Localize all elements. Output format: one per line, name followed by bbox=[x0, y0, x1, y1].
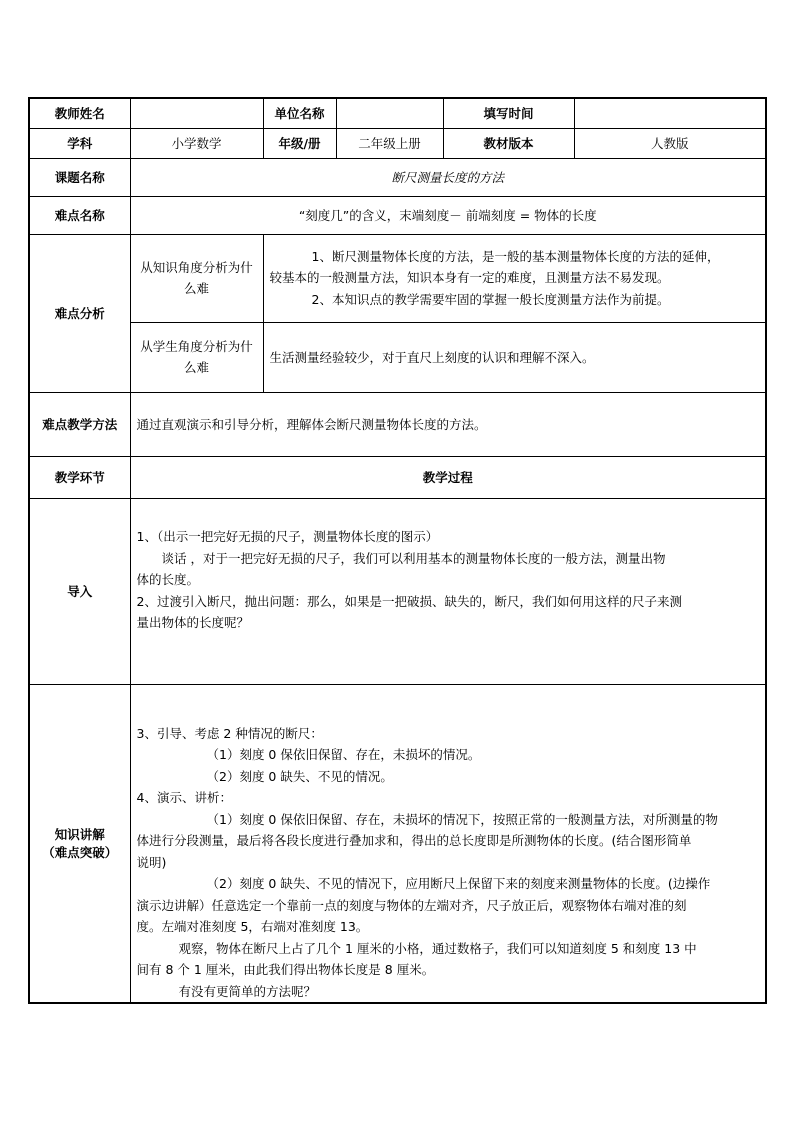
teacher-value bbox=[130, 98, 263, 128]
teacher-label: 教师姓名 bbox=[29, 98, 130, 128]
student-angle-label: 从学生角度分析为什么难 bbox=[130, 322, 263, 392]
knowledge-angle-label: 从知识角度分析为什么难 bbox=[130, 234, 263, 322]
intro-row bbox=[29, 498, 766, 684]
explain-line: 体进行分段测量，最后将各段长度进行叠加求和，得出的总长度即是所测物体的长度。(结合图形简单 bbox=[136, 833, 692, 848]
topic-value: 断尺测量长度的方法 bbox=[130, 158, 766, 196]
intro-line: 量出物体的长度呢？ bbox=[136, 615, 250, 631]
intro-line: 1、（出示一把完好无损的尺子，测量物体长度的图示） bbox=[136, 529, 439, 545]
analysis-row-knowledge bbox=[29, 234, 766, 322]
explain-line: 间有 8 个 1 厘米，由此我们得出物体长度是 8 厘米。 bbox=[136, 962, 435, 977]
intro-line: 谈话 ，对于一把完好无损的尺子，我们可以利用基本的测量物体长度的一般方法，测量出物 bbox=[161, 550, 666, 566]
topic-label: 课题名称 bbox=[29, 158, 130, 196]
knowledge-text-line: 较基本的一般测量方法，知识本身有一定的难度，且测量方法不易发现。 bbox=[269, 270, 670, 286]
explain-line: 有没有更简单的方法呢？ bbox=[178, 983, 317, 999]
explain-row bbox=[29, 684, 766, 1003]
knowledge-text-line: 1、断尺测量物体长度的方法，是一般的基本测量物体长度的方法的延伸， bbox=[311, 248, 720, 264]
edition-value: 人教版 bbox=[574, 128, 766, 158]
explain-line: （1）刻度 0 保依旧保留、存在，未损坏的情况。 bbox=[206, 747, 481, 762]
intro-label: 导入 bbox=[29, 498, 130, 684]
grade-value: 二年级上册 bbox=[336, 128, 443, 158]
explain-line: 观察，物体在断尺上占了几个 1 厘米的小格，通过数格子，我们可以知道刻度 5 和刻度 13 中 bbox=[178, 940, 697, 956]
explain-line: 4、演示、讲析： bbox=[136, 790, 232, 805]
edition-label: 教材版本 bbox=[443, 128, 574, 158]
knowledge-angle-text bbox=[263, 234, 766, 322]
analysis-label: 难点分析 bbox=[29, 234, 130, 392]
intro-line: 2、过渡引入断尺，抛出问题：那么，如果是一把破损、缺失的，断尺，我们如何用这样的尺子来测 bbox=[136, 593, 682, 609]
explain-label-line-2: （难点突破） bbox=[42, 845, 118, 861]
date-label: 填写时间 bbox=[443, 98, 574, 128]
header-row-2 bbox=[29, 128, 766, 158]
header-row-1 bbox=[29, 98, 766, 128]
process-label: 教学过程 bbox=[130, 456, 766, 498]
method-row bbox=[29, 392, 766, 456]
difficulty-label: 难点名称 bbox=[29, 196, 130, 234]
knowledge-text-line: 2、本知识点的教学需要牢固的掌握一般长度测量方法作为前提。 bbox=[311, 291, 670, 307]
intro-line: 体的长度。 bbox=[136, 572, 200, 588]
date-value bbox=[574, 98, 766, 128]
method-value: 通过直观演示和引导分析，理解体会断尺测量物体长度的方法。 bbox=[130, 392, 766, 456]
explain-content bbox=[130, 684, 766, 1003]
explain-line: （2）刻度 0 缺失、不见的情况。 bbox=[206, 768, 393, 784]
explain-line: 说明) bbox=[136, 854, 167, 870]
explain-line: 度。左端对准刻度 5，右端对准刻度 13。 bbox=[136, 919, 369, 934]
analysis-row-student bbox=[29, 322, 766, 392]
intro-content bbox=[130, 498, 766, 684]
subject-label: 学科 bbox=[29, 128, 130, 158]
difficulty-value: “刻度几”的含义，末端刻度－ 前端刻度 = 物体的长度 bbox=[130, 196, 766, 234]
explain-line: 演示边讲解）任意选定一个靠前一点的刻度与物体的左端对齐，尺子放正后，观察物体右端对准的刻 bbox=[136, 897, 687, 913]
stage-label: 教学环节 bbox=[29, 456, 130, 498]
explain-line: 3、引导、考虑 2 种情况的断尺： bbox=[136, 725, 323, 741]
topic-row bbox=[29, 158, 766, 196]
explain-label-line-1: 知识讲解 bbox=[54, 827, 105, 843]
difficulty-row bbox=[29, 196, 766, 234]
lesson-plan-table bbox=[28, 97, 767, 1004]
student-angle-text: 生活测量经验较少，对于直尺上刻度的认识和理解不深入。 bbox=[263, 322, 766, 392]
explain-line: （1）刻度 0 保依旧保留、存在，未损坏的情况下，按照正常的一般测量方法，对所测量的物 bbox=[206, 811, 718, 827]
method-label: 难点教学方法 bbox=[29, 392, 130, 456]
subject-value: 小学数学 bbox=[130, 128, 263, 158]
explain-label bbox=[29, 684, 130, 1003]
explain-line: （2）刻度 0 缺失、不见的情况下，应用断尺上保留下来的刻度来测量物体的长度。(边操作 bbox=[206, 876, 711, 891]
grade-label: 年级/册 bbox=[263, 128, 336, 158]
unit-label: 单位名称 bbox=[263, 98, 336, 128]
process-header-row bbox=[29, 456, 766, 498]
unit-value bbox=[336, 98, 443, 128]
